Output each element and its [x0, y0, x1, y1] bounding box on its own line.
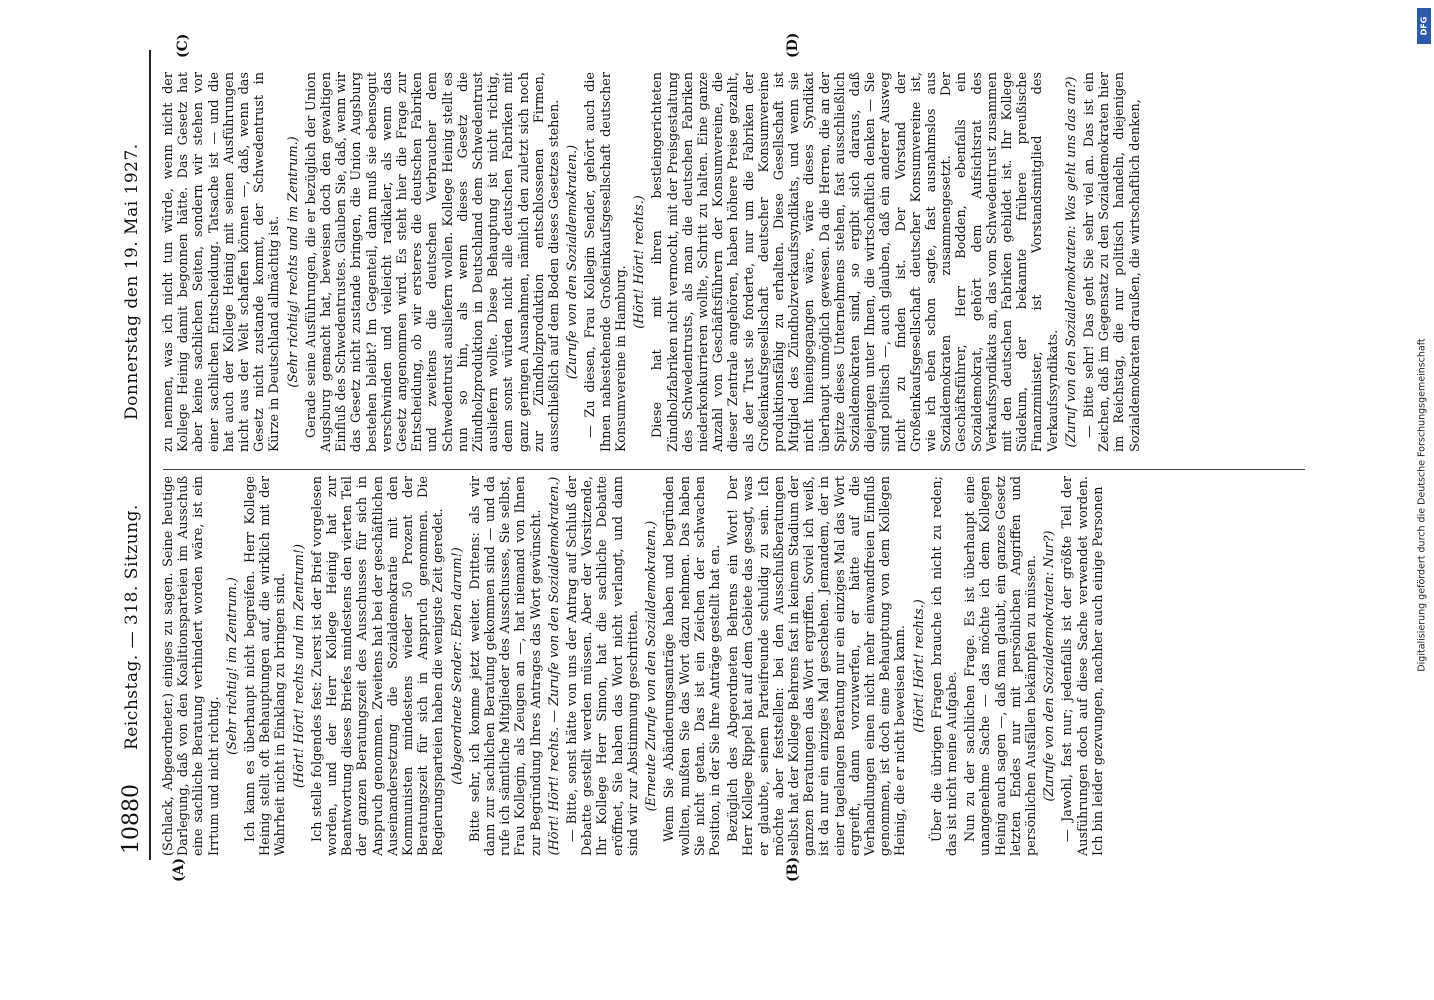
header-date: Donnerstag den 19. Mai 1927. [122, 143, 142, 420]
interjection: (Zurufe von den Sozialdemokraten: Nur?) [1042, 530, 1058, 802]
section-marker-b: (B) [785, 856, 801, 882]
interjection: (Sehr richtig! rechts und im Zentrum.) [285, 136, 301, 388]
paragraph: — Bitte sehr! Das geht Sie sehr viel an. Das ist ein Zeichen, daß im Gegensatz zu den Sozialdemokraten hier im Reichstag, die nur politisch handeln, diejenigen Sozialdemokraten draußen, die wirtschaftlich denken, [1081, 72, 1143, 452]
column-divider [163, 469, 1305, 470]
paragraph: Gerade seine Ausführungen, die er bezüglich der Union Augsburg gemacht hat, beweisen doch den gewaltigen Einfluß des Schwedentrustes. Glauben Sie, daß, wenn wir das Gesetz nicht zustande bringen, die Union Augsburg bestehen bleibt? Im Gegenteil, dann muß sie ebensogut verschwinden und vielleicht radikaler, als wenn das Gesetz angenommen wird. Es steht hier die Frage zur Entscheidung, ob wir ersteres die deutschen Fabriken und zweitens die deutschen Verbraucher dem Schwedentrust ausliefern wollen. Kollege Heinig stellt es nun so hin, als wenn dieses Gesetz die Zündholzproduktion in Deutschland dem Schwedentrust ausliefern wollte. Diese Behauptung ist nicht richtig, denn sonst würden nicht alle deutschen Fabriken mit ganz geringen Ausnahmen, nämlich den zuletzt sich noch zur Zündholzproduktion entschlossenen Firmen, ausschließlich auf dem Boden dieses Gesetzes stehen. [303, 72, 563, 452]
interjection: (Zuruf von den Sozialdemokraten: Was geht uns das an?) [1063, 76, 1079, 448]
paragraph: Bezüglich des Abgeordneten Behrens ein Wort! Der Herr Kollege Rippel hat auf dem Gebiete das gesagt, was er glaubte, seinem Parteifreunde schuldig zu sein. Ich möchte aber feststellen: bei den Ausschußberatungen selbst hat der Kollege Behrens fast in keinem Stadium der ganzen Beratungen das Wort ergriffen. Soviel ich weiß, ist da nur ein einziges Mal geschehen. Jemandem, der in einer tagelangen Beratung nur ein einziges Mal das Wort ergreift, dann vorzuwerfen, er hätte auf die Verhandlungen einen nicht mehr einwandfreien Einfluß genommen, ist doch eine Behauptung von dem Kollegen Heinig, die er nicht beweisen kann. [726, 476, 909, 856]
dfg-logo-text: DFG [1419, 16, 1429, 36]
right-column [161, 72, 1311, 452]
page-number: 10880 [119, 784, 144, 854]
paragraph: Über die übrigen Fragen brauche ich nicht zu reden; das ist nicht meine Aufgabe. [929, 476, 960, 856]
paragraph: zu nennen, was ich nicht tun würde, wenn nicht der Kollege Heinig damit begonnen hätte. Das Gesetz hat aber keine sachlichen Seiten, sondern wir stehen vor einer sachlichen Entscheidung. Tatsache ist — und die hat auch der Kollege Heinig mit seinen Ausführungen nicht aus der Welt schaffen können —, daß, wenn das Gesetz nicht zustande kommt, der Schwedentrust in Kürze in Deutschland allmächtig ist. [161, 72, 283, 452]
paragraph: Ich kann es überhaupt nicht begreifen. Herr Kollege Heinig stellt oft Behauptungen auf, die wirklich mit der Wahrheit nicht in Einklang zu bringen sind. [243, 476, 289, 856]
interjection: (Zurufe von den Sozialdemokraten.) [565, 144, 581, 380]
rotated-document-page [105, 30, 1325, 890]
interjection: (Hört! Hört! rechts. — Zurufe von den Sozialdemokraten.) [546, 476, 562, 856]
paragraph: — Bitte, sonst hätte von uns der Antrag auf Schluß der Debatte gestellt werden müssen. Aber der Vorsitzende, Ihr Kollege Herr Simon, hat die sachliche Debatte eröffnet, Sie haben das Wort nicht verlangt, und dann sind wir zur Abstimmung geschritten. [565, 476, 641, 856]
paragraph: Ich stelle folgendes fest: Zuerst ist der Brief vorgelesen worden, und der Herr Kollege Heinig hat zur Beantwortung dieses Briefes mindestens den vierten Teil der ganzen Beratungszeit des Ausschusses für sich in Anspruch genommen. Zweitens hat bei der geschäftlichen Auseinandersetzung die Sozialdemokratie mit den Kommunisten mindestens wieder 50 Prozent der Beratungszeit für sich in Anspruch genommen. Die Regierungsparteien haben die wenigste Zeit geredet. [309, 476, 447, 856]
paragraph: Bitte sehr, ich komme jetzt weiter. Drittens: als wir dann zur sachlichen Beratung gekommen sind — und da rufe ich sämtliche Mitglieder des Ausschusses, Sie selbst, Frau Kollegin, als Zeugen an —, hat niemand von Ihnen zur Begründung Ihres Antrages das Wort gewünscht. [467, 476, 544, 856]
paragraph: — Zu diesen, Frau Kollegin Sender, gehört auch die Ihnen nahestehende Großeinkaufsgesellschaft deutscher Konsumvereine in Hamburg. [583, 72, 629, 452]
header-left-title: Reichstag. — 318. Sitzung. [122, 504, 142, 750]
interjection: (Hört! Hört! rechts und im Zentrum!) [291, 543, 307, 789]
interjection: (Erneute Zurufe von den Sozialdemokraten.) [644, 520, 660, 812]
section-marker-a: (A) [171, 857, 187, 882]
credit-text: Digitalisierung gefördert durch die Deutsche Forschungsgemeinschaft [1416, 338, 1428, 672]
interjection: (Abgeordnete Sender: Eben darum!) [449, 547, 465, 785]
paragraph: Diese hat mit ihren bestleingerichteten Zündholzfabriken nicht vermocht, mit der Preisgestaltung des Schwedentrusts, als man die deutschen Fabriken niederkonkurrieren wollte, Schritt zu halten. Eine ganze Anzahl von Geschäftsführern der Konsumvereine, die dieser Zentrale angehören, haben höhere Preise gezahlt, als der Trust sie forderte, nur um die Fabriken der Großeinkaufsgesellschaft deutscher Konsumvereine produktionsfähig zu erhalten. Diese Gesellschaft ist Mitglied des Zündholzverkaufssyndikats, und wenn sie nicht hineingegangen wäre, wäre dieses Syndikat überhaupt unmöglich gewesen. Da die Herren, die an der Spitze dieses Unternehmens stehen, fast ausschließlich Sozialdemokraten sind, so ergibt sich daraus, daß diejenigen unter Ihnen, die wirtschaftlich denken — Sie sind politisch —, auch glauben, daß ein anderer Ausweg nicht zu finden ist. Der Vorstand der Großeinkaufsgesellschaft deutscher Konsumvereine ist, wie ich eben schon sagte, fast ausnahmslos aus Sozialdemokraten zusammengesetzt. Der Geschäftsführer, Herr Bodden, ebenfalls ein Sozialdemokrat, gehört dem Aufsichtsrat des Verkaufssyndikats an, das vom Schwedentrust zusammen mit den deutschen Fabriken gebildet ist. Ihr Kollege Südekum, der bekannte frühere preußische Finanzminister, ist Vorstandsmitglied des Verkaufssyndikats. [650, 72, 1061, 452]
section-marker-d: (D) [785, 32, 801, 58]
digitization-credit [1412, 10, 1432, 1000]
dfg-logo [1417, 8, 1431, 44]
interjection: (Sehr richtig! im Zentrum.) [224, 577, 240, 755]
section-marker-c: (C) [175, 33, 191, 58]
paragraph: (Schlack, Abgeordneter.) einiges zu sagen. Seine heutige Darlegung, daß von den Koalitionsparteien im Ausschuß eine sachliche Beratung verhindert worden wäre, ist ein Irrtum und nicht richtig. [161, 476, 222, 856]
paragraph: Wenn Sie Abänderungsanträge haben und begründen wollten, mußten Sie das Wort dazu nehmen. Das haben Sie nicht getan. Das ist ein Zeichen der schwachen Position, in der Sie Ihre Anträge gestellt hat en. [662, 476, 723, 856]
header-rule [149, 50, 151, 860]
interjection: (Hört! Hört! rechts.) [632, 195, 648, 329]
interjection: (Hört! Hört! rechts.) [911, 599, 927, 733]
paragraph: Nun zu der sachlichen Frage. Es ist überhaupt eine unangenehme Sache — das möchte ich dem Kollegen Heinig auch sagen —, daß man glaubt, ein ganzes Gesetz letzten Endes nur mit persönlichen Angriffen und persönlichen Ausfällen bekämpfen zu müssen. [963, 476, 1039, 856]
paragraph: — Jawohl, fast nur; jedenfalls ist der größte Teil der Ausführungen doch auf diese Sache verwendet worden. Ich bin leider gezwungen, nachher auch einige Personen [1060, 476, 1106, 856]
left-column [161, 476, 1311, 856]
